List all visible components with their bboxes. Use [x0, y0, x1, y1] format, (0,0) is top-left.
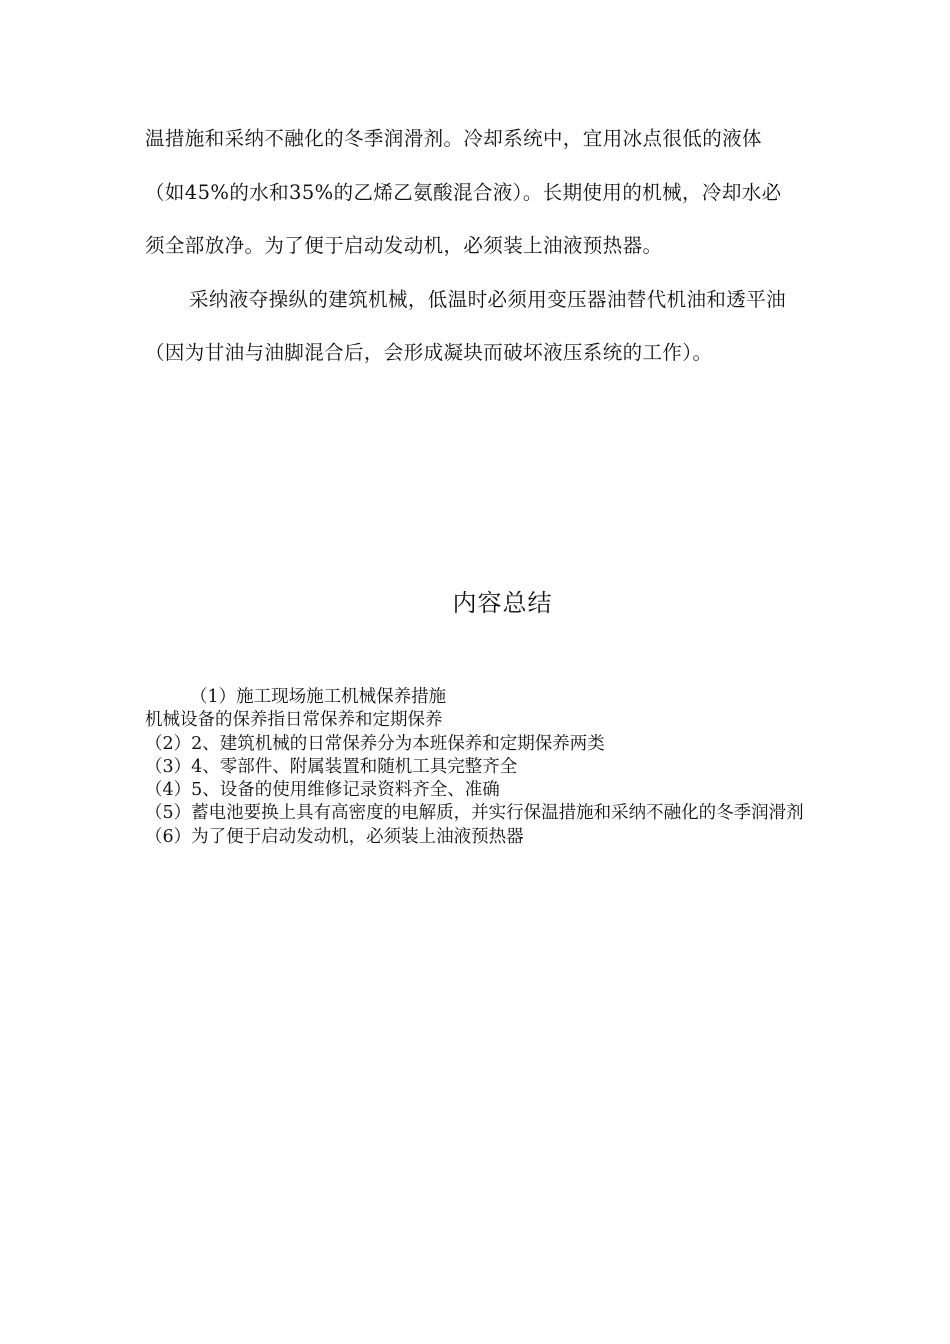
summary-line: （4）5、设备的使用维修记录资料齐全、准确 — [145, 780, 500, 801]
paragraph-1: 温措施和采纳不融化的冬季润滑剂。冷却系统中，宜用冰点很低的液体（如45%的水和35%的乙烯乙氨酸混合液）。长期使用的机械，冷却水必须全部放净。为了便于启动发动机，必须装上油液预热器。 — [145, 127, 782, 257]
body-text — [145, 112, 795, 380]
summary-list — [145, 686, 805, 849]
summary-line: （2）2、建筑机械的日常保养分为本班保养和定期保养两类 — [145, 733, 605, 754]
summary-title: 内容总结 — [452, 589, 553, 617]
summary-line: （5）蓄电池要换上具有高密度的电解质，并实行保温措施和采纳不融化的冬季润滑剂 — [145, 803, 804, 824]
summary-line: （3）4、零部件、附属装置和随机工具完整齐全 — [145, 756, 518, 777]
paragraph-2: 采纳液夺操纵的建筑机械，低温时必须用变压器油替代机油和透平油（因为甘油与油脚混合后，会形成凝块而破坏液压系统的工作）。 — [145, 287, 787, 364]
summary-line: （1）施工现场施工机械保养措施 — [190, 687, 447, 707]
summary-line: 机械设备的保养指日常保养和定期保养 — [145, 710, 443, 731]
summary-line: （6）为了便于启动发动机，必须装上油液预热器 — [145, 826, 524, 847]
